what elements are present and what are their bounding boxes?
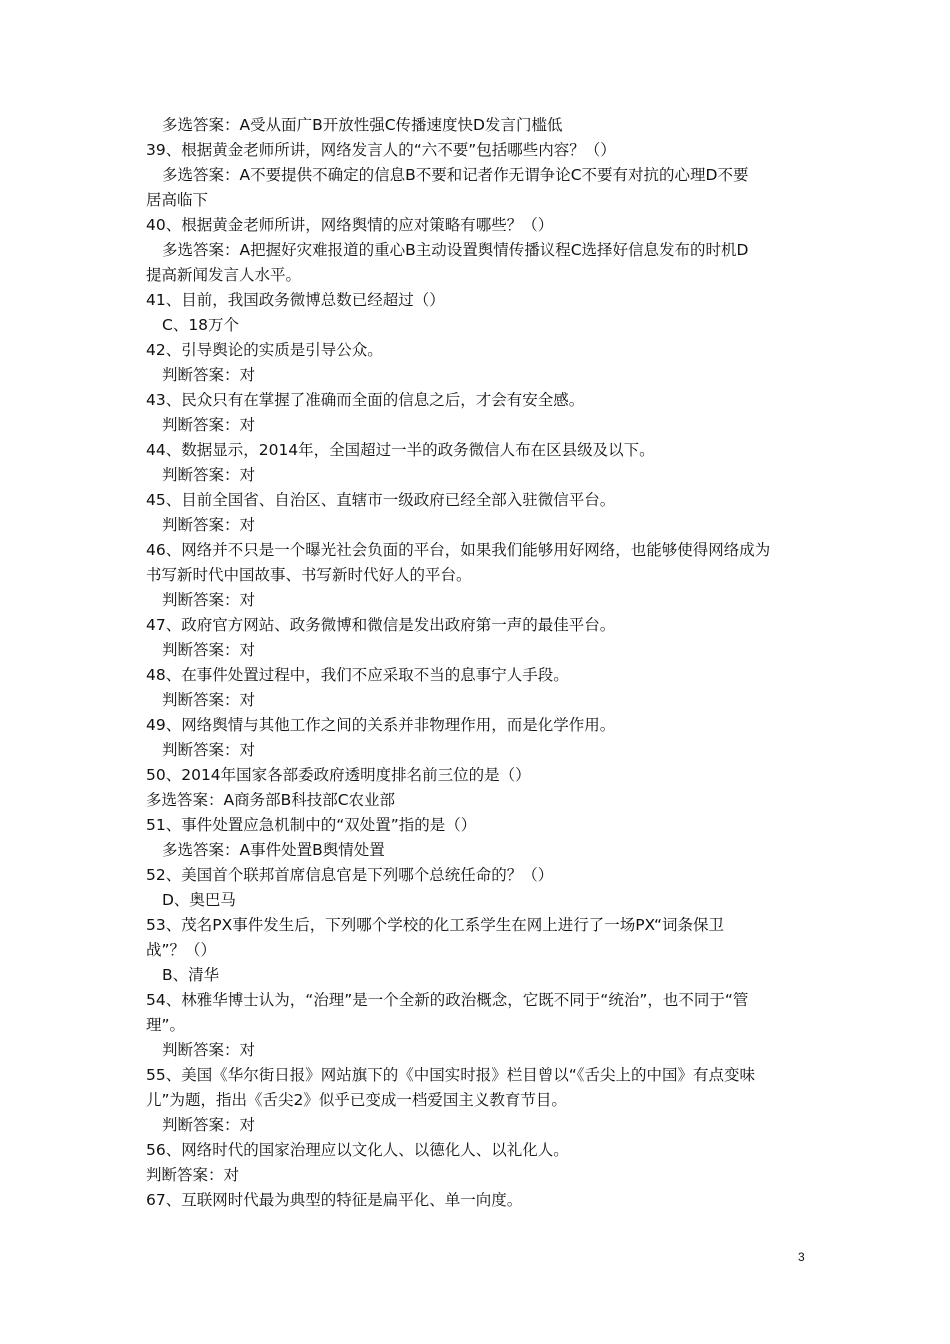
question-50: 50、2014年国家各部委政府透明度排名前三位的是（） (146, 766, 531, 784)
answer-continuation: 提高新闻发言人水平。 (146, 266, 302, 284)
question-67: 67、互联网时代最为典型的特征是扁平化、单一向度。 (146, 1191, 523, 1209)
question-51: 51、事件处置应急机制中的“双处置”指的是（） (146, 816, 477, 834)
question-47: 47、政府官方网站、政务微博和微信是发出政府第一声的最佳平台。 (146, 616, 616, 634)
question-continuation: 战”？（） (146, 941, 217, 959)
question-continuation: 理”。 (146, 1016, 186, 1034)
question-44: 44、数据显示，2014年，全国超过一半的政务微信人布在区县级及以下。 (146, 441, 655, 459)
answer-line: 判断答案：对 (162, 1041, 256, 1059)
question-continuation: 儿”为题，指出《舌尖2》似乎已变成一档爱国主义教育节目。 (146, 1091, 567, 1109)
answer-line: 判断答案：对 (162, 1116, 256, 1134)
answer-continuation: 居高临下 (146, 191, 209, 209)
answer-line: 判断答案：对 (162, 641, 256, 659)
answer-line: 判断答案：对 (162, 416, 256, 434)
question-49: 49、网络舆情与其他工作之间的关系并非物理作用，而是化学作用。 (146, 716, 616, 734)
document-body (146, 113, 811, 1213)
question-55: 55、美国《华尔街日报》网站旗下的《中国实时报》栏目曾以“《舌尖上的中国》有点变味 (146, 1066, 756, 1084)
page-number: 3 (798, 1250, 805, 1264)
answer-line: 判断答案：对 (146, 1166, 240, 1184)
answer-line: 多选答案：A商务部B科技部C农业部 (146, 791, 396, 809)
question-42: 42、引导舆论的实质是引导公众。 (146, 341, 383, 359)
question-40: 40、根据黄金老师所讲，网络舆情的应对策略有哪些？（） (146, 216, 554, 234)
question-41: 41、目前，我国政务微博总数已经超过（） (146, 291, 445, 309)
answer-line: 判断答案：对 (162, 741, 256, 759)
question-56: 56、网络时代的国家治理应以文化人、以德化人、以礼化人。 (146, 1141, 569, 1159)
answer-line: 判断答案：对 (162, 691, 256, 709)
answer-line: 多选答案：A事件处置B舆情处置 (162, 841, 385, 859)
question-46: 46、网络并不只是一个曝光社会负面的平台，如果我们能够用好网络，也能够使得网络成为 (146, 541, 771, 559)
answer-line: B、清华 (162, 966, 220, 984)
question-continuation: 书写新时代中国故事、书写新时代好人的平台。 (146, 566, 472, 584)
question-53: 53、茂名PX事件发生后，下列哪个学校的化工系学生在网上进行了一场PX“词条保卫 (146, 916, 724, 934)
answer-line: 判断答案：对 (162, 591, 256, 609)
answer-line: 多选答案：A把握好灾难报道的重心B主动设置舆情传播议程C选择好信息发布的时机D (162, 241, 749, 259)
answer-line: 判断答案：对 (162, 366, 256, 384)
answer-line: 判断答案：对 (162, 466, 256, 484)
answer-line: 多选答案：A受从面广B开放性强C传播速度快D发言门槛低 (162, 116, 563, 134)
answer-line: 判断答案：对 (162, 516, 256, 534)
question-52: 52、美国首个联邦首席信息官是下列哪个总统任命的？（） (146, 866, 554, 884)
question-48: 48、在事件处置过程中，我们不应采取不当的息事宁人手段。 (146, 666, 569, 684)
question-45: 45、目前全国省、自治区、直辖市一级政府已经全部入驻微信平台。 (146, 491, 616, 509)
answer-line: C、18万个 (162, 316, 240, 334)
question-43: 43、民众只有在掌握了准确而全面的信息之后，才会有安全感。 (146, 391, 585, 409)
question-54: 54、林雅华博士认为，“治理”是一个全新的政治概念，它既不同于“统治”，也不同于“管 (146, 991, 749, 1009)
answer-line: 多选答案：A不要提供不确定的信息B不要和记者作无谓争论C不要有对抗的心理D不要 (162, 166, 749, 184)
answer-line: D、奥巴马 (162, 891, 236, 909)
question-39: 39、根据黄金老师所讲，网络发言人的“六不要”包括哪些内容？（） (146, 141, 616, 159)
